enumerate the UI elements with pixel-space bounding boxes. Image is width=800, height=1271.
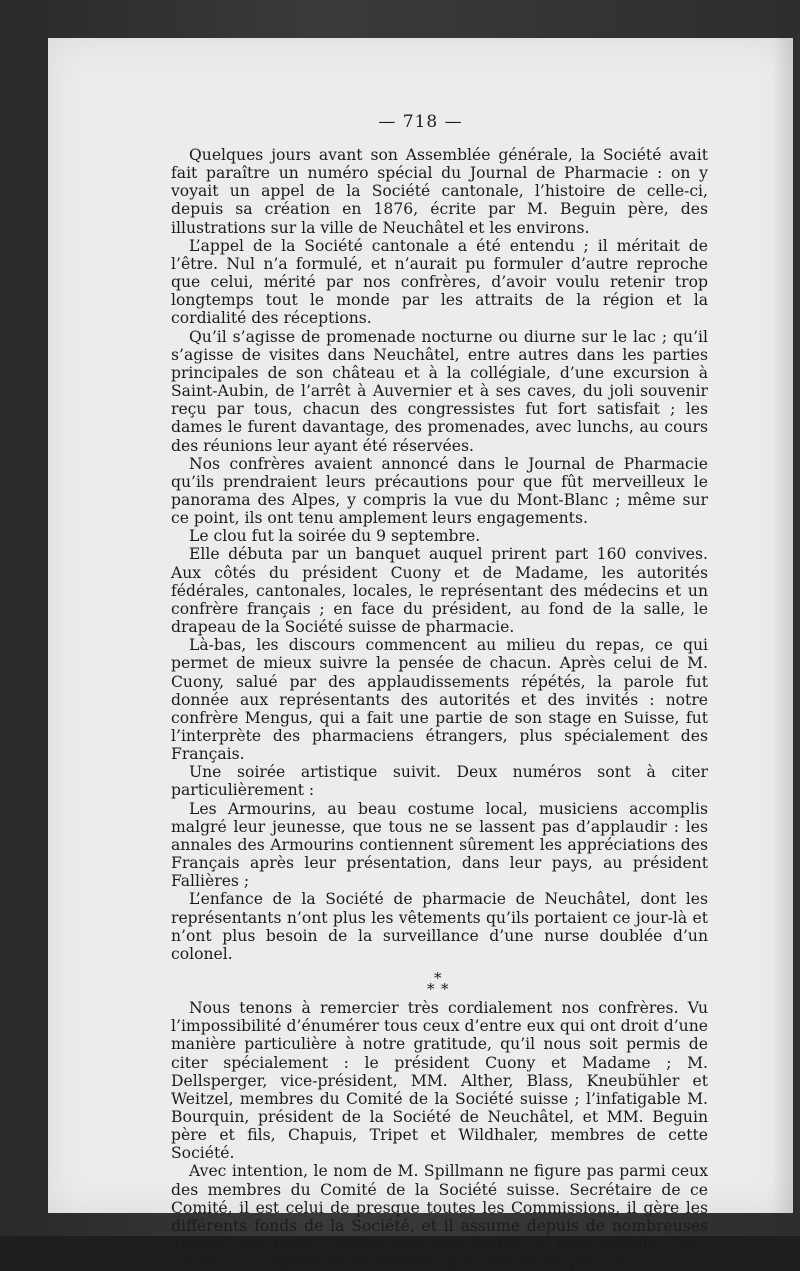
page-number: — 718 — bbox=[378, 112, 463, 132]
paragraph: L’appel de la Société cantonale a été entendu ; il méritait de l’être. Nul n’a formulé, et n’aurait pu formuler d’autre reproche que celui, mérité par nos confrères, d’avoir voulu retenir trop longtemps tout le monde par les attraits de la région et la cordialité des réceptions. bbox=[171, 236, 708, 328]
paragraph: Là-bas, les discours commencent au milieu du repas, ce qui permet de mieux suivre la pensée de chacun. Après celui de M. Cuony, salué par des applaudissements répétés, la parole fut donnée aux représentants des autorités et des invités : notre confrère Mengus, qui a fait une partie de son stage en Suisse, fut l’interprète des pharmaciens étrangers, plus spécialement des Français. bbox=[171, 636, 708, 764]
paragraph: Nos confrères avaient annoncé dans le Journal de Pharmacie qu’ils prendraient leurs précautions pour que fût merveilleux le panorama des Alpes, y compris la vue du Mont-Blanc ; même sur ce point, ils ont tenu amplement leurs engagements. bbox=[171, 454, 708, 528]
paragraph: Avec intention, le nom de M. Spillmann ne figure pas parmi ceux des membres du Comité de la Société suisse. Secrétaire de ce Comité, il est celui de presque toutes les Commissions, il gère les différents fonds de la Société, et il assume depuis de nombreuses années une tâche chaque jour plus lourde et plus difficile. Qu’il trouve ici l’expression de l’estime que nous avons pour lui. bbox=[171, 1162, 708, 1271]
paragraph: Qu’il s’agisse de promenade nocturne ou diurne sur le lac ; qu’il s’agisse de visites dans Neuchâtel, entre autres dans les parties principales de son château et à la collégiale, d’une excursion à Saint-Aubin, de l’arrêt à Auvernier et à ses caves, du joli souvenir reçu par tous, chacun des congressistes fut fort satisfait ; les dames le furent davantage, des promenades, avec lunchs, au cours des réunions leur ayant été réservées. bbox=[171, 327, 708, 455]
paragraph: Nous tenons à remercier très cordialement nos confrères. Vu l’impossibilité d’énumérer tous ceux d’entre eux qui ont droit d’une manière particulière à notre gratitude, qu’il nous soit permis de citer spécialement : le président Cuony et Madame ; M. Dellsperger, vice-président, MM. Alther, Blass, Kneubühler et Weitzel, membres du Comité de la Société suisse ; l’infatigable M. Bourquin, président de la Société de Neuchâtel, et MM. Beguin père et fils, Chapuis, Tripet et Wildhaler, membres de cette Société. bbox=[171, 999, 708, 1163]
paragraph: Les Armourins, au beau costume local, musiciens accomplis malgré leur jeunesse, que tous ne se lassent pas d’applaudir : les annales des Armourins contiennent sûrement les appréciations des Français après leur présentation, dans leur pays, au président Fallières ; bbox=[171, 799, 708, 891]
asterisk-mark: * bbox=[434, 969, 442, 988]
page-edge-shadow bbox=[771, 38, 793, 1213]
paragraph: Le clou fut la soirée du 9 septembre. bbox=[189, 527, 481, 546]
paragraph: Une soirée artistique suivit. Deux numéros sont à citer particulièrement : bbox=[171, 763, 708, 800]
paragraph: Elle débuta par un banquet auquel prirent part 160 convives. Aux côtés du président Cuony et de Madame, les autorités fédérales, cantonales, locales, le représentant des médecins et un confrère français ; en face du président, au fond de la salle, le drapeau de la Société suisse de pharmacie. bbox=[171, 545, 708, 637]
section-separator bbox=[171, 963, 708, 999]
asterisk-mark: * bbox=[441, 980, 449, 999]
paragraph: L’enfance de la Société de pharmacie de Neuchâtel, dont les représentants n’ont plus les vêtements qu’ils portaient ce jour-là et n’ont plus besoin de la surveillance d’une nurse doublée d’un colonel. bbox=[171, 890, 708, 963]
body-text bbox=[171, 146, 708, 1271]
asterisk-mark: * bbox=[427, 980, 435, 999]
paragraph: Quelques jours avant son Assemblée générale, la Société avait fait paraître un numéro spécial du Journal de Pharmacie : on y voyait un appel de la Société cantonale, l’histoire de celle-ci, depuis sa création en 1876, écrite par M. Beguin père, des illustrations sur la ville de Neuchâtel et les environs. bbox=[171, 146, 708, 237]
